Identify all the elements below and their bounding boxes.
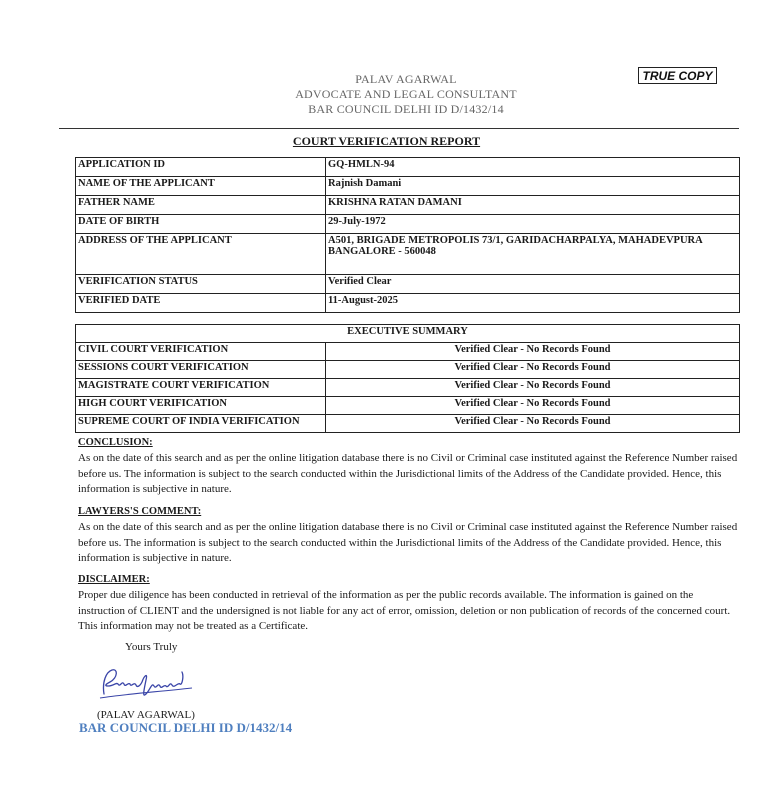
- detail-label: NAME OF THE APPLICANT: [76, 177, 326, 196]
- table-row: [76, 215, 740, 234]
- disclaimer-text: Proper due diligence has been conducted in retrieval of the information as per the public records available. The information is gained on the instruction of CLIENT and the undersigned is not liable for any act of error, omission, deletion or non publication of records of the concerned court. This information may not be treated as a Certificate.: [78, 589, 731, 633]
- advocate-title: ADVOCATE AND LEGAL CONSULTANT: [295, 87, 517, 101]
- detail-label: VERIFIED DATE: [76, 294, 326, 313]
- summary-label: SESSIONS COURT VERIFICATION: [76, 361, 326, 379]
- table-row: [76, 196, 740, 215]
- table-row: [76, 343, 740, 361]
- signature: [96, 664, 196, 706]
- disclaimer-heading: DISCLAIMER:: [78, 574, 150, 585]
- summary-value: Verified Clear - No Records Found: [326, 361, 740, 379]
- detail-label: APPLICATION ID: [76, 158, 326, 177]
- table-row: [76, 275, 740, 294]
- report-title: COURT VERIFICATION REPORT: [292, 134, 481, 148]
- table-row: [76, 177, 740, 196]
- table-row: [76, 415, 740, 433]
- lawyers-comment-text: As on the date of this search and as per the online litigation database there is no Civil or Criminal case instituted against the Reference Number raised before us. The information is subject to the search conducted within the Jurisdictional limits of the Address of the Candidate provided. Hence, this information is subjective in nature.: [78, 521, 738, 565]
- detail-label: ADDRESS OF THE APPLICANT: [76, 234, 326, 275]
- lawyers-comment-heading: LAWYERS'S COMMENT:: [78, 506, 202, 517]
- table-row: [76, 294, 740, 313]
- summary-value: Verified Clear - No Records Found: [326, 379, 740, 397]
- table-row: [76, 325, 740, 343]
- applicant-details-table: [75, 157, 740, 313]
- summary-label: SUPREME COURT OF INDIA VERIFICATION: [76, 415, 326, 433]
- executive-summary-table: [75, 324, 740, 433]
- detail-value: Verified Clear: [326, 275, 740, 294]
- table-row: [76, 379, 740, 397]
- signatory-name: (PALAV AGARWAL): [97, 709, 195, 721]
- detail-value: 11-August-2025: [326, 294, 740, 313]
- summary-label: MAGISTRATE COURT VERIFICATION: [76, 379, 326, 397]
- detail-label: FATHER NAME: [76, 196, 326, 215]
- advocate-name: PALAV AGARWAL: [355, 72, 457, 86]
- advocate-bar-id: BAR COUNCIL DELHI ID D/1432/14: [308, 102, 504, 116]
- detail-value: KRISHNA RATAN DAMANI: [326, 196, 740, 215]
- detail-value: GQ-HMLN-94: [326, 158, 740, 177]
- conclusion-text: As on the date of this search and as per the online litigation database there is no Civil or Criminal case instituted against the Reference Number raised before us. The information is subject to the search conducted within the Jurisdictional limits of the Address of the Candidate provided. Hence, this information is subjective in nature.: [78, 452, 738, 496]
- summary-label: HIGH COURT VERIFICATION: [76, 397, 326, 415]
- signatory-bar-id: BAR COUNCIL DELHI ID D/1432/14: [79, 720, 293, 735]
- detail-value: 29-July-1972: [326, 215, 740, 234]
- detail-value: A501, BRIGADE METROPOLIS 73/1, GARIDACHARPALYA, MAHADEVPURA BANGALORE - 560048: [326, 234, 740, 275]
- table-row: [76, 158, 740, 177]
- detail-label: DATE OF BIRTH: [76, 215, 326, 234]
- lawyers-comment-section: [78, 504, 738, 567]
- conclusion-heading: CONCLUSION:: [78, 437, 153, 448]
- summary-value: Verified Clear - No Records Found: [326, 415, 740, 433]
- disclaimer-section: [78, 572, 738, 635]
- conclusion-section: [78, 435, 738, 498]
- summary-heading: EXECUTIVE SUMMARY: [76, 325, 740, 343]
- closing-text: Yours Truly: [125, 641, 178, 653]
- detail-label: VERIFICATION STATUS: [76, 275, 326, 294]
- table-row: [76, 234, 740, 275]
- summary-value: Verified Clear - No Records Found: [326, 343, 740, 361]
- header-divider: [59, 128, 739, 129]
- true-copy-stamp: TRUE COPY: [638, 67, 717, 84]
- table-row: [76, 361, 740, 379]
- summary-label: CIVIL COURT VERIFICATION: [76, 343, 326, 361]
- table-row: [76, 397, 740, 415]
- detail-value: Rajnish Damani: [326, 177, 740, 196]
- summary-value: Verified Clear - No Records Found: [326, 397, 740, 415]
